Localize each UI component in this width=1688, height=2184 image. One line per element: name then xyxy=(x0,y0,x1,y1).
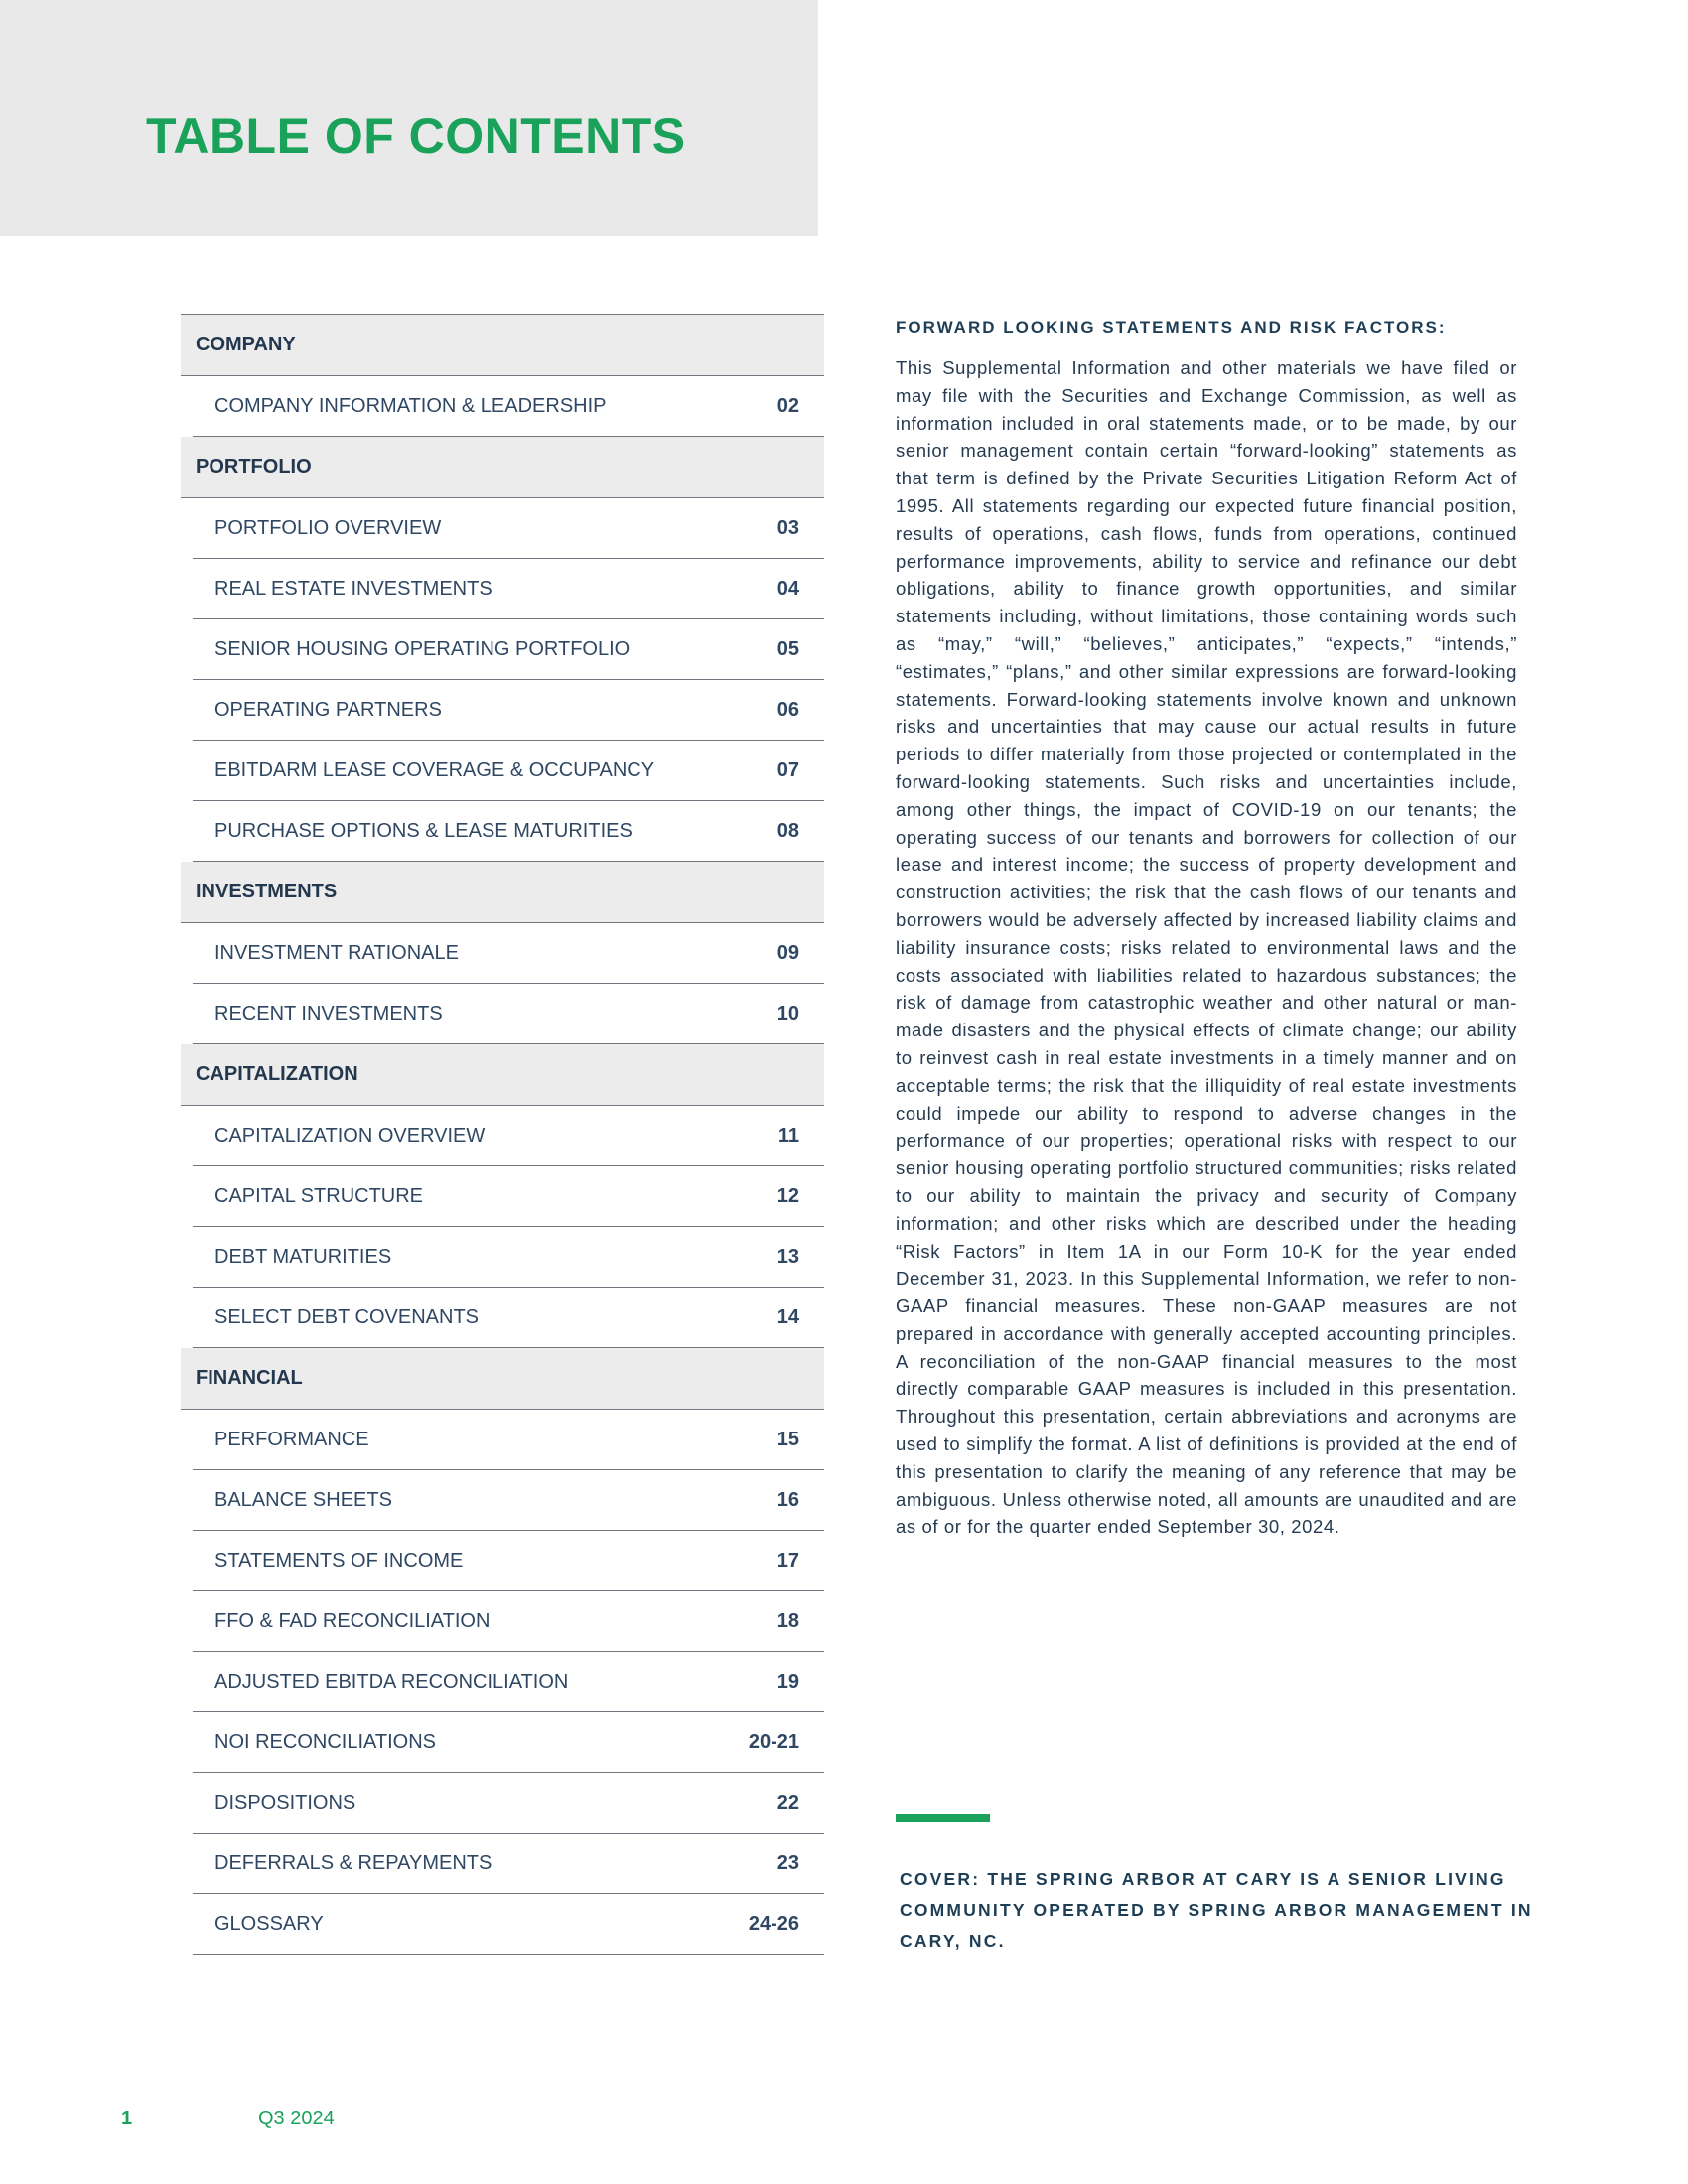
footer-quarter: Q3 2024 xyxy=(258,2108,335,2129)
toc-item-page: 17 xyxy=(776,1549,799,1571)
toc-item[interactable] xyxy=(193,741,824,801)
toc-item-page: 07 xyxy=(776,758,799,781)
toc-section-capitalization: CAPITALIZATION xyxy=(181,1044,824,1106)
toc-item-label: CAPITAL STRUCTURE xyxy=(214,1184,424,1207)
toc-item-page: 06 xyxy=(776,698,799,721)
toc-item[interactable] xyxy=(193,923,824,984)
toc-item-label: CAPITALIZATION OVERVIEW xyxy=(214,1124,486,1147)
toc-item-label: RECENT INVESTMENTS xyxy=(214,1002,443,1024)
toc-item-label: SELECT DEBT COVENANTS xyxy=(214,1305,479,1328)
toc-item-page: 05 xyxy=(776,637,799,660)
toc-item[interactable] xyxy=(193,1712,824,1773)
toc-item[interactable] xyxy=(193,1834,824,1894)
toc-item-label: BALANCE SHEETS xyxy=(214,1488,392,1511)
toc-item[interactable] xyxy=(193,498,824,559)
toc-item[interactable] xyxy=(193,1652,824,1712)
toc-item-label: PORTFOLIO OVERVIEW xyxy=(214,516,442,539)
page-number: 1 xyxy=(121,2108,133,2129)
toc-item[interactable] xyxy=(193,1470,824,1531)
toc-item[interactable] xyxy=(193,1410,824,1470)
toc-item-label: INVESTMENT RATIONALE xyxy=(214,941,459,964)
toc-item-label: NOI RECONCILIATIONS xyxy=(214,1730,436,1753)
toc-item-label: OPERATING PARTNERS xyxy=(214,698,442,721)
toc-item-label: STATEMENTS OF INCOME xyxy=(214,1549,464,1571)
toc-item-page: 09 xyxy=(776,941,799,964)
toc-item-label: PURCHASE OPTIONS & LEASE MATURITIES xyxy=(214,819,633,842)
forward-looking-statements xyxy=(896,318,1517,1541)
toc-item[interactable] xyxy=(193,1106,824,1166)
toc-item[interactable] xyxy=(193,376,824,437)
toc-item-label: REAL ESTATE INVESTMENTS xyxy=(214,577,492,600)
toc-item-page: 03 xyxy=(776,516,799,539)
toc-item-page: 14 xyxy=(776,1305,799,1328)
toc-item-page: 12 xyxy=(776,1184,799,1207)
toc-item[interactable] xyxy=(193,801,824,862)
toc-item-page: 16 xyxy=(776,1488,799,1511)
page-title: TABLE OF CONTENTS xyxy=(146,108,686,164)
toc-section-investments: INVESTMENTS xyxy=(181,862,824,923)
toc-item[interactable] xyxy=(193,559,824,619)
toc-item-page: 08 xyxy=(776,819,799,842)
toc-item[interactable] xyxy=(193,1591,824,1652)
toc-item-page: 22 xyxy=(776,1791,799,1814)
toc-item[interactable] xyxy=(193,1227,824,1288)
toc-item[interactable] xyxy=(193,680,824,741)
toc-item-page: 11 xyxy=(777,1124,799,1147)
toc-item[interactable] xyxy=(193,1773,824,1834)
toc-item-page: 10 xyxy=(776,1002,799,1024)
toc-item[interactable] xyxy=(193,984,824,1044)
toc-item-label: FFO & FAD RECONCILIATION xyxy=(214,1609,491,1632)
toc-item-page: 18 xyxy=(776,1609,799,1632)
toc-item-page: 02 xyxy=(776,394,799,417)
toc-item-label: PERFORMANCE xyxy=(214,1428,369,1450)
toc-item-label: DISPOSITIONS xyxy=(214,1791,356,1814)
toc-item[interactable] xyxy=(193,1531,824,1591)
toc-item-label: SENIOR HOUSING OPERATING PORTFOLIO xyxy=(214,637,631,660)
toc-section-portfolio: PORTFOLIO xyxy=(181,437,824,498)
toc-section-company: COMPANY xyxy=(181,315,824,376)
toc-item-page: 04 xyxy=(776,577,799,600)
toc-item-label: GLOSSARY xyxy=(214,1912,324,1935)
toc-item-page: 19 xyxy=(776,1670,799,1693)
toc-item[interactable] xyxy=(193,619,824,680)
accent-divider xyxy=(896,1814,990,1822)
toc-item-label: DEBT MATURITIES xyxy=(214,1245,392,1268)
toc-item-page: 15 xyxy=(776,1428,799,1450)
toc-item-page: 24-26 xyxy=(748,1912,799,1935)
toc-item-label: DEFERRALS & REPAYMENTS xyxy=(214,1851,492,1874)
toc-item-label: ADJUSTED EBITDA RECONCILIATION xyxy=(214,1670,569,1693)
toc-item-page: 23 xyxy=(776,1851,799,1874)
toc-item[interactable] xyxy=(193,1288,824,1348)
toc-item-page: 13 xyxy=(776,1245,799,1268)
forward-looking-body: This Supplemental Information and other materials we have filed or may file with the Securities and Exchange Commission, as well as information included in oral statements made, or to be made, by our senior management contain certain “forward-looking” statements as that term is defined by the Private Securities Litigation Reform Act of 1995. All statements regarding our expected future financial position, results of operations, cash flows, funds from operations, continued performance improvements, ability to service and refinance our debt obligations, ability to finance growth opportunities, and similar statements including, without limitations, those containing words such as “may,” “will,” “believes,” anticipates,” “expects,” “intends,” “estimates,” “plans,” and other similar expressions are forward-looking statements. Forward-looking statements involve known and unknown risks and uncertainties that may cause our actual results in future periods to differ materially from those projected or contemplated in the forward-looking statements. Such risks and uncertainties include, among other things, the impact of COVID-19 on our tenants; the operating success of our tenants and borrowers for collection of our lease and interest income; the success of property development and construction activities; the risk that the cash flows of our tenants and borrowers would be adversely affected by increased liability claims and liability insurance costs; risks related to environmental laws and the costs associated with liabilities related to hazardous substances; the risk of damage from catastrophic weather and other natural or man-made disasters and the physical effects of climate change; our ability to reinvest cash in real estate investments in a timely manner and on acceptable terms; the risk that the illiquidity of real estate investments could impede our ability to respond to adverse changes in the performance of our properties; operational risks with respect to our senior housing operating portfolio structured communities; risks related to our ability to maintain the privacy and security of Company information; and other risks which are described under the heading “Risk Factors” in Item 1A in our Form 10-K for the year ended December 31, 2023. In this Supplemental Information, we refer to non-GAAP financial measures. These non-GAAP measures are not prepared in accordance with generally accepted accounting principles. A reconciliation of the non-GAAP financial measures to the most directly comparable GAAP measures is included in this presentation. Throughout this presentation, certain abbreviations and acronyms are used to simplify the format. A list of definitions is provided at the end of this presentation to clarify the meaning of any reference that may be ambiguous. Unless otherwise noted, all amounts are unaudited and are as of or for the quarter ended September 30, 2024. xyxy=(896,357,1517,1538)
toc-item-label: EBITDARM LEASE COVERAGE & OCCUPANCY xyxy=(214,758,655,781)
toc-section-financial: FINANCIAL xyxy=(181,1348,824,1410)
table-of-contents xyxy=(181,314,824,1955)
toc-item-label: COMPANY INFORMATION & LEADERSHIP xyxy=(214,394,607,417)
forward-looking-heading: FORWARD LOOKING STATEMENTS AND RISK FACTORS: xyxy=(896,318,1447,337)
cover-caption: COVER: THE SPRING ARBOR AT CARY IS A SENIOR LIVING COMMUNITY OPERATED BY SPRING ARBOR MANAGEMENT IN CARY, NC. xyxy=(900,1869,1533,1951)
toc-item[interactable] xyxy=(193,1894,824,1955)
toc-item-page: 20-21 xyxy=(748,1730,799,1753)
toc-item[interactable] xyxy=(193,1166,824,1227)
